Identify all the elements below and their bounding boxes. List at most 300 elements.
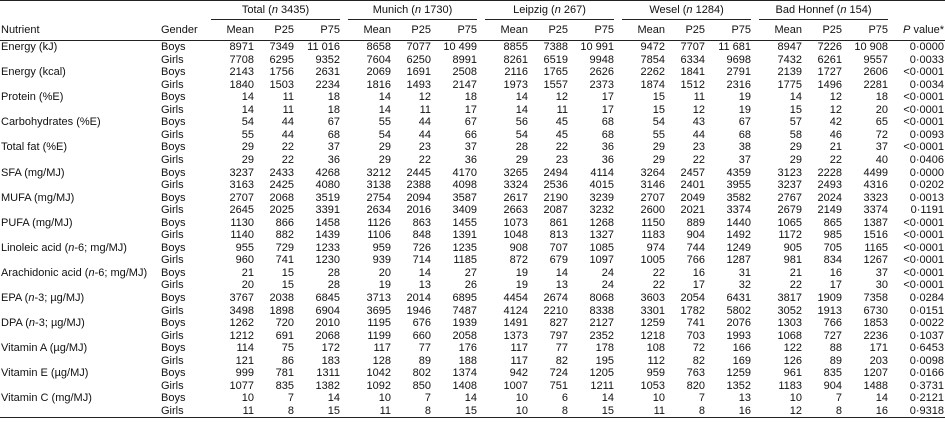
value-cell: 29 — [652, 153, 666, 166]
value-cell: 15 — [652, 91, 666, 104]
value-cell: 981 — [783, 254, 803, 267]
spacer — [751, 317, 759, 330]
spacer — [614, 229, 622, 242]
value-cell: 1946 — [406, 304, 431, 317]
spacer — [340, 267, 348, 280]
value-cell: 2024 — [817, 191, 843, 204]
spacer — [477, 279, 485, 292]
value-cell: 1765 — [543, 66, 569, 79]
nutrient-cell: Energy (kcal) — [1, 66, 66, 79]
value-cell: 8338 — [589, 304, 615, 317]
value-cell: 4080 — [315, 179, 340, 192]
spacer — [340, 41, 348, 54]
value-cell: 1691 — [406, 66, 431, 79]
mean-column-header: Mean — [485, 20, 528, 41]
spacer — [340, 217, 348, 230]
value-cell: 2316 — [726, 78, 752, 91]
value-cell: 4124 — [503, 304, 529, 317]
table-row — [0, 166, 945, 179]
mean-column-header: Mean — [759, 20, 802, 41]
value-cell: 3265 — [503, 166, 529, 179]
spacer — [614, 217, 622, 230]
value-cell: 827 — [549, 317, 569, 330]
value-cell: 45 — [555, 128, 569, 141]
value-cell: 1909 — [817, 292, 843, 304]
gender-cell: Girls — [161, 254, 184, 267]
value-cell: 28 — [327, 266, 340, 279]
spacer — [614, 104, 622, 117]
value-cell: 1382 — [315, 379, 340, 392]
table-row — [0, 380, 945, 393]
value-cell: 2791 — [726, 66, 752, 79]
value-cell: 766 — [823, 317, 843, 330]
value-cell: 2149 — [817, 204, 843, 217]
value-cell: 7432 — [777, 53, 803, 66]
value-cell: 11 — [419, 103, 431, 116]
value-cell: 22 — [789, 279, 803, 292]
value-cell: 2010 — [315, 317, 340, 330]
gender-cell: Boys — [161, 367, 186, 380]
value-cell: 1841 — [680, 66, 706, 79]
value-cell: 8 — [391, 405, 431, 418]
spacer — [614, 179, 622, 192]
value-cell: 1259 — [640, 317, 666, 330]
spacer — [340, 116, 348, 129]
p-value-cell: 0·0013 — [909, 191, 945, 204]
value-cell: 3695 — [366, 304, 391, 317]
value-cell: 1212 — [229, 329, 254, 342]
group-name: Leipzig — [513, 3, 548, 16]
spacer — [751, 66, 759, 79]
value-cell: 7349 — [269, 41, 294, 54]
spacer — [751, 20, 759, 41]
value-cell: 2210 — [543, 304, 569, 317]
nutrient-cell — [0, 279, 161, 292]
value-cell: 3391 — [315, 204, 340, 217]
nutrient-cell: Total fat (%E) — [1, 141, 68, 154]
value-cell: 1327 — [589, 229, 615, 242]
value-cell: 2094 — [406, 191, 431, 204]
value-cell: 19 — [738, 91, 752, 104]
gender-cell: Girls — [161, 379, 184, 392]
value-cell: 14 — [378, 91, 391, 104]
spacer — [477, 116, 485, 129]
value-cell: 166 — [732, 342, 752, 355]
value-cell: 1311 — [316, 367, 340, 380]
value-cell: 20 — [378, 266, 391, 279]
group-header-leipzig — [485, 1, 614, 20]
value-cell: 44 — [418, 116, 431, 129]
spacer — [477, 355, 485, 368]
value-cell: 2116 — [504, 66, 529, 79]
p-value-cell: 0·0284 — [909, 292, 945, 304]
p-value-cell: 0·0406 — [909, 153, 945, 166]
value-cell: 766 — [686, 254, 706, 267]
value-cell: 882 — [275, 229, 294, 242]
value-cell: 203 — [869, 354, 889, 367]
value-cell: 729 — [275, 241, 294, 254]
value-cell: 1455 — [452, 216, 478, 229]
table-row — [0, 79, 945, 92]
value-cell: 114 — [236, 342, 254, 355]
value-cell: 178 — [595, 342, 615, 355]
value-cell: 1053 — [640, 379, 666, 392]
value-cell: 1493 — [406, 78, 431, 91]
spacer — [751, 129, 759, 142]
spacer — [477, 317, 485, 330]
spacer — [614, 41, 622, 54]
blank-header — [0, 1, 161, 20]
value-cell: 813 — [549, 229, 569, 242]
gender-cell: Girls — [161, 128, 184, 141]
value-cell: 3123 — [777, 166, 803, 179]
group-header-bad-honnef — [759, 1, 888, 20]
blank-header — [888, 1, 945, 20]
p25-column-header: P25 — [802, 20, 842, 41]
value-cell: 121 — [235, 354, 254, 367]
value-cell: 7358 — [863, 292, 889, 304]
value-cell: 2445 — [406, 166, 431, 179]
value-cell: 4316 — [863, 179, 889, 192]
spacer — [477, 20, 485, 41]
value-cell: 8947 — [777, 41, 803, 54]
value-cell: 11 — [622, 405, 665, 418]
spacer — [614, 116, 622, 129]
value-cell: 57 — [789, 116, 803, 129]
value-cell: 13 — [738, 392, 752, 405]
value-cell: 961 — [783, 367, 803, 380]
value-cell: 36 — [327, 153, 340, 166]
spacer — [751, 330, 759, 343]
value-cell: 751 — [549, 379, 569, 392]
value-cell: 1496 — [817, 78, 843, 91]
value-cell: 8261 — [503, 53, 529, 66]
nutrient-cell: Linoleic acid (n-6; mg/MJ) — [1, 241, 127, 254]
value-cell: 22 — [829, 153, 843, 166]
value-cell: 36 — [464, 153, 478, 166]
spacer — [614, 342, 622, 355]
spacer — [751, 254, 759, 267]
value-cell: 23 — [418, 141, 431, 154]
value-cell: 1503 — [269, 78, 294, 91]
value-cell: 21 — [829, 141, 843, 154]
value-cell: 2536 — [543, 179, 569, 192]
value-cell: 942 — [509, 367, 529, 380]
p-value-cell: 0·0166 — [909, 367, 945, 380]
value-cell: 797 — [549, 329, 569, 342]
spacer — [751, 91, 759, 104]
p25-column-header: P25 — [254, 20, 294, 41]
spacer — [340, 129, 348, 142]
value-cell: 44 — [692, 128, 706, 141]
value-cell: 905 — [783, 241, 803, 254]
value-cell: 2049 — [680, 191, 706, 204]
value-cell: 21 — [789, 266, 803, 279]
mean-column-header: Mean — [622, 20, 665, 41]
value-cell: 23 — [692, 141, 706, 154]
value-cell: 88 — [829, 342, 843, 355]
value-cell: 2058 — [452, 329, 478, 342]
gender-cell: Boys — [161, 342, 186, 355]
table-row — [0, 104, 945, 117]
value-cell: 1439 — [315, 229, 340, 242]
value-cell: 17 — [464, 103, 478, 116]
value-cell: 1516 — [863, 229, 889, 242]
spacer — [751, 141, 759, 154]
value-cell: 8658 — [366, 41, 391, 54]
spacer — [614, 304, 622, 317]
value-cell: 37 — [464, 141, 478, 154]
value-cell: 22 — [418, 153, 431, 166]
value-cell: 3301 — [640, 304, 666, 317]
value-cell: 2707 — [229, 191, 254, 204]
p-value-cell: <0·0001 — [903, 241, 945, 254]
value-cell: 703 — [686, 329, 706, 342]
value-cell: 195 — [595, 354, 615, 367]
value-cell: 974 — [646, 241, 666, 254]
value-cell: 2645 — [229, 204, 254, 217]
value-cell: 707 — [549, 241, 569, 254]
value-cell: 1840 — [229, 78, 254, 91]
group-name: Total — [241, 3, 266, 16]
value-cell: 44 — [281, 128, 294, 141]
value-cell: 1207 — [863, 367, 889, 380]
value-cell: 10 — [485, 405, 528, 418]
value-cell: 55 — [652, 128, 666, 141]
value-cell: 1233 — [315, 241, 340, 254]
value-cell: 10 — [789, 392, 803, 405]
value-cell: 2373 — [589, 78, 615, 91]
nutrient-cell: DPA (n-3; µg/MJ) — [1, 317, 85, 330]
spacer — [614, 279, 622, 292]
spacer — [477, 91, 485, 104]
value-cell: 3409 — [452, 204, 478, 217]
spacer — [340, 54, 348, 67]
spacer — [340, 405, 348, 418]
value-cell: 2626 — [589, 66, 615, 79]
spacer — [340, 154, 348, 167]
spacer — [340, 279, 348, 292]
gender-cell: Girls — [161, 279, 184, 292]
value-cell: 67 — [464, 116, 478, 129]
nutrient-cell — [0, 355, 161, 368]
value-cell: 11 016 — [307, 41, 340, 54]
value-cell: 18 — [464, 91, 478, 104]
value-cell: 9352 — [315, 53, 340, 66]
gender-cell: Girls — [161, 304, 184, 317]
value-cell: 999 — [235, 367, 254, 380]
value-cell: 11 — [282, 103, 294, 116]
value-cell: 108 — [646, 342, 666, 355]
nutrient-cell: Carbohydrates (%E) — [1, 116, 101, 129]
spacer — [340, 355, 348, 368]
value-cell: 3237 — [777, 179, 803, 192]
spacer — [614, 154, 622, 167]
spacer — [614, 1, 622, 20]
value-cell: 44 — [281, 116, 294, 129]
p75-column-header: P75 — [431, 20, 477, 41]
table-row — [0, 304, 945, 317]
value-cell: 11 — [556, 103, 569, 116]
value-cell: 3713 — [366, 292, 391, 304]
nutrient-cell: MUFA (mg/MJ) — [1, 191, 75, 204]
value-cell: 22 — [281, 153, 294, 166]
value-cell: 1183 — [778, 379, 803, 392]
table-row — [0, 292, 945, 305]
value-cell: 1183 — [641, 229, 666, 242]
value-cell: 6 — [561, 392, 569, 405]
value-cell: 117 — [373, 342, 391, 355]
value-cell: 29 — [652, 141, 666, 154]
value-cell: 2663 — [503, 204, 529, 217]
p75-column-header: P75 — [705, 20, 751, 41]
p-value-cell: <0·0001 — [903, 254, 945, 267]
value-cell: 112 — [647, 354, 666, 367]
table-row — [0, 342, 945, 355]
value-cell: 29 — [789, 141, 803, 154]
value-cell: 11 — [348, 405, 391, 418]
gender-cell: Girls — [161, 103, 184, 116]
spacer — [751, 355, 759, 368]
value-cell: 7 — [424, 392, 431, 405]
value-cell: 55 — [241, 128, 254, 141]
value-cell: 3138 — [366, 179, 391, 192]
value-cell: 1458 — [315, 216, 340, 229]
p-value-cell: 0·0093 — [909, 128, 945, 141]
value-cell: 19 — [515, 279, 529, 292]
value-cell: 42 — [829, 116, 843, 129]
value-cell: 7487 — [452, 304, 478, 317]
nutrient-cell — [0, 204, 161, 217]
value-cell: 1097 — [589, 254, 615, 267]
value-cell: 908 — [509, 241, 529, 254]
value-cell: 10 991 — [580, 41, 615, 54]
value-cell: 2038 — [269, 292, 294, 304]
value-cell: 183 — [321, 354, 340, 367]
spacer — [477, 104, 485, 117]
blank-header — [161, 1, 211, 20]
spacer — [477, 54, 485, 67]
value-cell: 6845 — [315, 292, 340, 304]
value-cell: 1073 — [503, 216, 529, 229]
spacer — [614, 367, 622, 380]
gender-cell: Boys — [161, 141, 186, 154]
value-cell: 1782 — [680, 304, 706, 317]
value-cell: 7708 — [229, 53, 254, 66]
nutrient-cell: EPA (n-3; µg/MJ) — [1, 292, 85, 304]
spacer — [340, 141, 348, 154]
spacer — [340, 317, 348, 330]
p75-column-header: P75 — [294, 20, 340, 41]
value-cell: 861 — [549, 216, 569, 229]
value-cell: 17 — [601, 91, 615, 104]
value-cell: 17 — [692, 279, 706, 292]
spacer — [477, 166, 485, 179]
value-cell: 14 — [464, 392, 478, 405]
p-value-cell: <0·0001 — [903, 116, 945, 129]
value-cell: 72 — [875, 128, 889, 141]
value-cell: 781 — [275, 367, 294, 380]
table-row — [0, 116, 945, 129]
value-cell: 3239 — [589, 191, 615, 204]
value-cell: 2068 — [269, 191, 294, 204]
value-cell: 1007 — [503, 379, 529, 392]
p-value-cell: <0·0001 — [903, 229, 945, 242]
value-cell: 1042 — [366, 367, 391, 380]
spacer — [614, 204, 622, 217]
table-row — [0, 129, 945, 142]
nutrient-cell — [0, 54, 161, 67]
value-cell: 72 — [692, 342, 706, 355]
spacer — [477, 242, 485, 255]
value-cell: 726 — [412, 241, 431, 254]
spacer — [340, 292, 348, 305]
value-cell: 20 — [875, 103, 889, 116]
value-cell: 67 — [738, 116, 752, 129]
value-cell: 29 — [241, 153, 254, 166]
value-cell: 1106 — [367, 229, 391, 242]
value-cell: 4268 — [315, 166, 340, 179]
value-cell: 3519 — [315, 191, 340, 204]
group-name: Munich — [372, 3, 409, 16]
value-cell: 802 — [412, 367, 431, 380]
spacer — [477, 141, 485, 154]
value-cell: 11 — [211, 405, 254, 418]
value-cell: 31 — [738, 266, 752, 279]
spacer — [477, 367, 485, 380]
spacer — [340, 367, 348, 380]
spacer — [751, 267, 759, 280]
p-value-cell: 0·0000 — [909, 166, 945, 179]
spacer — [477, 267, 485, 280]
nutrient-cell: PUFA (mg/MJ) — [1, 216, 73, 229]
value-cell: 65 — [875, 116, 889, 129]
value-cell: 1488 — [863, 379, 889, 392]
table-row — [0, 154, 945, 167]
p-value-cell: 0·0033 — [909, 53, 945, 66]
spacer — [477, 192, 485, 205]
value-cell: 1775 — [777, 78, 803, 91]
value-cell: 28 — [515, 141, 529, 154]
value-cell: 2674 — [543, 292, 569, 304]
value-cell: 5802 — [726, 304, 752, 317]
value-cell: 889 — [686, 216, 706, 229]
value-cell: 1126 — [367, 216, 391, 229]
spacer — [751, 392, 759, 405]
spacer — [340, 229, 348, 242]
value-cell: 1130 — [230, 216, 254, 229]
value-cell: 9472 — [640, 41, 666, 54]
value-cell: 10 908 — [854, 41, 889, 54]
value-cell: 848 — [412, 229, 431, 242]
value-cell: 117 — [510, 342, 529, 355]
value-cell: 1287 — [726, 254, 752, 267]
value-cell: 904 — [686, 229, 706, 242]
value-cell: 12 — [829, 91, 843, 104]
value-cell: 3374 — [863, 204, 889, 217]
value-cell: 3212 — [366, 166, 391, 179]
spacer — [614, 242, 622, 255]
value-cell: 68 — [327, 128, 340, 141]
group-n: (n 3435) — [268, 3, 310, 16]
value-cell: 4359 — [726, 166, 752, 179]
value-cell: 8 — [528, 405, 568, 418]
value-cell: 117 — [510, 354, 529, 367]
spacer — [477, 129, 485, 142]
value-cell: 176 — [458, 342, 478, 355]
nutrient-cell: Protein (%E) — [1, 91, 64, 104]
value-cell: 54 — [378, 128, 391, 141]
